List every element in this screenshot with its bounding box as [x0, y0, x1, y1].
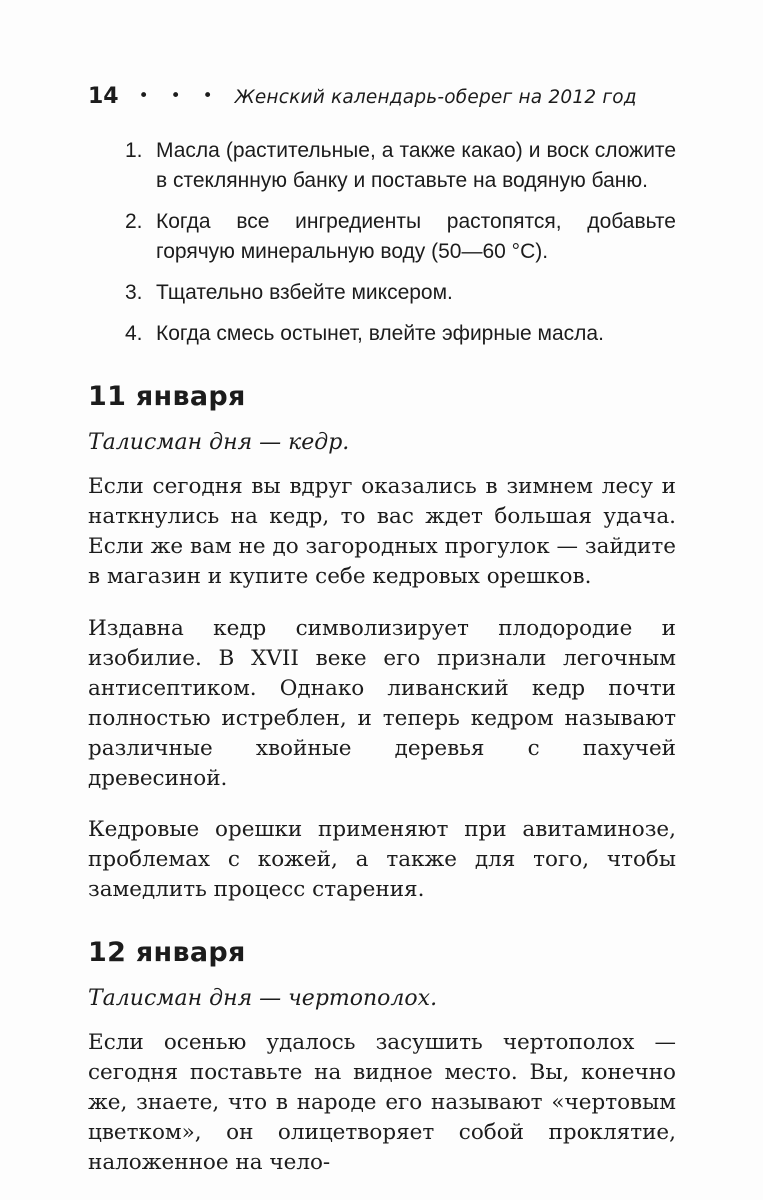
header-dots-ornament: •••: [138, 86, 235, 106]
talisman-line: Талисман дня — кедр.: [88, 430, 350, 455]
recipe-step: [125, 278, 676, 308]
day-heading: 12 января: [88, 937, 246, 968]
step-number: 4.: [125, 322, 143, 345]
body-paragraph: Если осенью удалось засушить чертополох — сегодня поставьте на видное место. Вы, конечно же, знаете, что в народе его называют «чертовым цветком», он олицетворяет собой проклятие, наложенное на чело-: [88, 1030, 676, 1175]
recipe-step-list: [88, 136, 676, 349]
step-text: Когда смесь остынет, влейте эфирные масла.: [156, 322, 604, 345]
body-paragraph: Кедровые орешки применяют при авитаминозе, проблемах с кожей, а также для того, чтобы замедлить процесс старения.: [88, 817, 676, 902]
day-section-january-12: [88, 937, 676, 1178]
recipe-step: [125, 319, 676, 349]
talisman-line: Талисман дня — чертополох.: [88, 986, 438, 1011]
day-section-january-11: [88, 381, 676, 905]
recipe-step: [125, 207, 676, 267]
step-number: 1.: [125, 139, 143, 162]
running-header: [88, 85, 676, 109]
step-text: Тщательно взбейте миксером.: [156, 281, 453, 304]
step-text: Масла (растительные, а также какао) и воск сложите в стеклянную банку и поставьте на водяную баню.: [156, 139, 676, 192]
step-text: Когда все ингредиенты растопятся, добавьте горячую минеральную воду (50—60 °С).: [156, 210, 676, 263]
day-heading: 11 января: [88, 381, 246, 412]
body-paragraph: Если сегодня вы вдруг оказались в зимнем лесу и наткнулись на кедр, то вас ждет большая удача. Если же вам не до загородных прогулок — зайдите в магазин и купите себе кедровых орешков.: [88, 474, 676, 589]
body-paragraph: Издавна кедр символизирует плодородие и изобилие. В XVII веке его признали легочным антисептиком. Однако ливанский кедр почти полностью истреблен, и теперь кедром называют различные хвойные деревья с пахучей древесиной.: [88, 615, 676, 791]
step-number: 2.: [125, 210, 143, 233]
recipe-step: [125, 136, 676, 196]
page-number: 14: [88, 84, 119, 109]
step-number: 3.: [125, 281, 143, 304]
running-header-title: Женский календарь-оберег на 2012 год: [234, 87, 637, 108]
